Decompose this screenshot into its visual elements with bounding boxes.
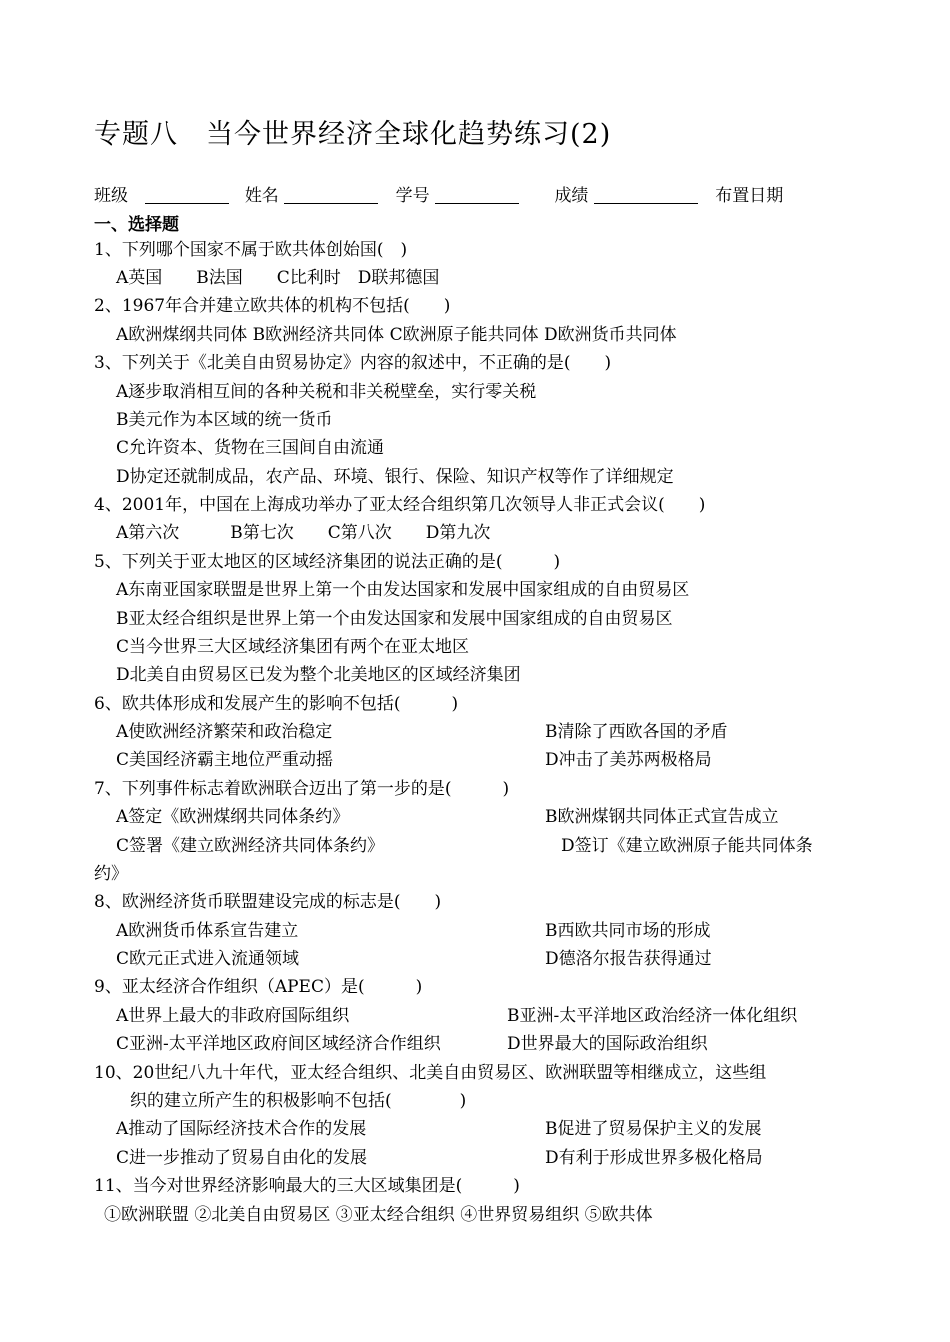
question-7-option-c: C签署《建立欧洲经济共同体条约》 [116,836,385,856]
question-11-items: ①欧洲联盟 ②北美自由贸易区 ③亚太经合组织 ④世界贸易组织 ⑤欧共体 [104,1205,653,1225]
question-9-stem: 9、亚太经济合作组织（APEC）是( ) [94,977,423,997]
question-5-option-d: D北美自由贸易区已发为整个北美地区的区域经济集团 [116,665,521,685]
page-title: 专题八 当今世界经济全球化趋势练习(2) [94,119,612,150]
question-9-option-a: A世界上最大的非政府国际组织 [116,1006,350,1026]
question-11-stem: 11、当今对世界经济影响最大的三大区域集团是( ) [94,1176,520,1196]
question-2-stem: 2、1967年合并建立欧共体的机构不包括( ) [94,296,451,316]
question-5-option-b: B亚太经合组织是世界上第一个由发达国家和发展中国家组成的自由贸易区 [116,609,673,629]
question-6-option-d: D冲击了美苏两极格局 [545,750,712,770]
question-10-option-d: D有利于形成世界多极化格局 [545,1148,763,1168]
name-label: 姓名 [244,186,279,206]
question-10-option-c: C进一步推动了贸易自由化的发展 [116,1148,368,1168]
question-7-stem: 7、下列事件标志着欧洲联合迈出了第一步的是( ) [94,779,510,799]
question-7-option-d-continued: 约》 [94,864,128,884]
score-blank[interactable] [594,185,698,204]
question-8-stem: 8、欧洲经济货币联盟建设完成的标志是( ) [94,892,442,912]
question-4-stem: 4、2001年，中国在上海成功举办了亚太经合组织第几次领导人非正式会议( ) [94,495,706,515]
score-label: 成绩 [554,186,589,206]
student-id-blank[interactable] [435,185,519,204]
question-4-options: A第六次 B第七次 C第八次 D第九次 [116,523,491,543]
question-8-option-d: D德洛尔报告获得通过 [545,949,712,969]
question-10-stem: 10、20世纪八九十年代，亚太经合组织、北美自由贸易区、欧洲联盟等相继成立，这些组 [94,1063,767,1083]
question-7-option-b: B欧洲煤钢共同体正式宣告成立 [545,807,779,827]
question-8-option-c: C欧元正式进入流通领域 [116,949,300,969]
name-blank[interactable] [284,185,378,204]
question-7-option-a: A签定《欧洲煤纲共同体条约》 [116,807,350,827]
question-6-option-c: C美国经济霸主地位严重动摇 [116,750,334,770]
question-5-stem: 5、下列关于亚太地区的区域经济集团的说法正确的是( ) [94,552,561,572]
question-6-option-b: B清除了西欧各国的矛盾 [545,722,728,742]
question-8-option-a: A欧洲货币体系宣告建立 [116,921,299,941]
question-3-option-b: B美元作为本区域的统一货币 [116,410,333,430]
question-9-option-b: B亚洲-太平洋地区政治经济一体化组织 [507,1006,798,1026]
section-heading: 一、选择题 [94,215,179,235]
question-6-stem: 6、欧共体形成和发展产生的影响不包括( ) [94,694,459,714]
question-5-option-c: C当今世界三大区域经济集团有两个在亚太地区 [116,637,470,657]
question-3-option-d: D协定还就制成品，农产品、环境、银行、保险、知识产权等作了详细规定 [116,467,674,487]
question-9-option-d: D世界最大的国际政治组织 [507,1034,708,1054]
question-10-option-a: A推动了国际经济技术合作的发展 [116,1119,367,1139]
question-1-stem: 1、下列哪个国家不属于欧共体创始国( ) [94,240,408,260]
question-5-option-a: A东南亚国家联盟是世界上第一个由发达国家和发展中国家组成的自由贸易区 [116,580,690,600]
question-8-option-b: B西欧共同市场的形成 [545,921,711,941]
assign-date-label: 布置日期 [715,186,784,206]
student-id-label: 学号 [395,186,430,206]
question-3-option-c: C允许资本、货物在三国间自由流通 [116,438,385,458]
question-6-option-a: A使欧洲经济繁荣和政治稳定 [116,722,333,742]
class-label: 班级 [94,186,128,206]
question-10-option-b: B促进了贸易保护主义的发展 [545,1119,762,1139]
question-1-options: A英国 B法国 C比利时 D联邦德国 [116,268,440,288]
question-10-stem-continued: 织的建立所产生的积极影响不包括( ) [130,1091,467,1111]
class-blank[interactable] [145,185,229,204]
question-2-options: A欧洲煤纲共同体 B欧洲经济共同体 C欧洲原子能共同体 D欧洲货币共同体 [116,325,677,345]
question-3-stem: 3、下列关于《北美自由贸易协定》内容的叙述中，不正确的是( ) [94,353,612,373]
question-9-option-c: C亚洲-太平洋地区政府间区域经济合作组织 [116,1034,441,1054]
question-3-option-a: A逐步取消相互间的各种关税和非关税壁垒，实行零关税 [116,382,537,402]
student-info-row [94,181,783,206]
question-7-option-d: D签订《建立欧洲原子能共同体条 [561,836,813,856]
